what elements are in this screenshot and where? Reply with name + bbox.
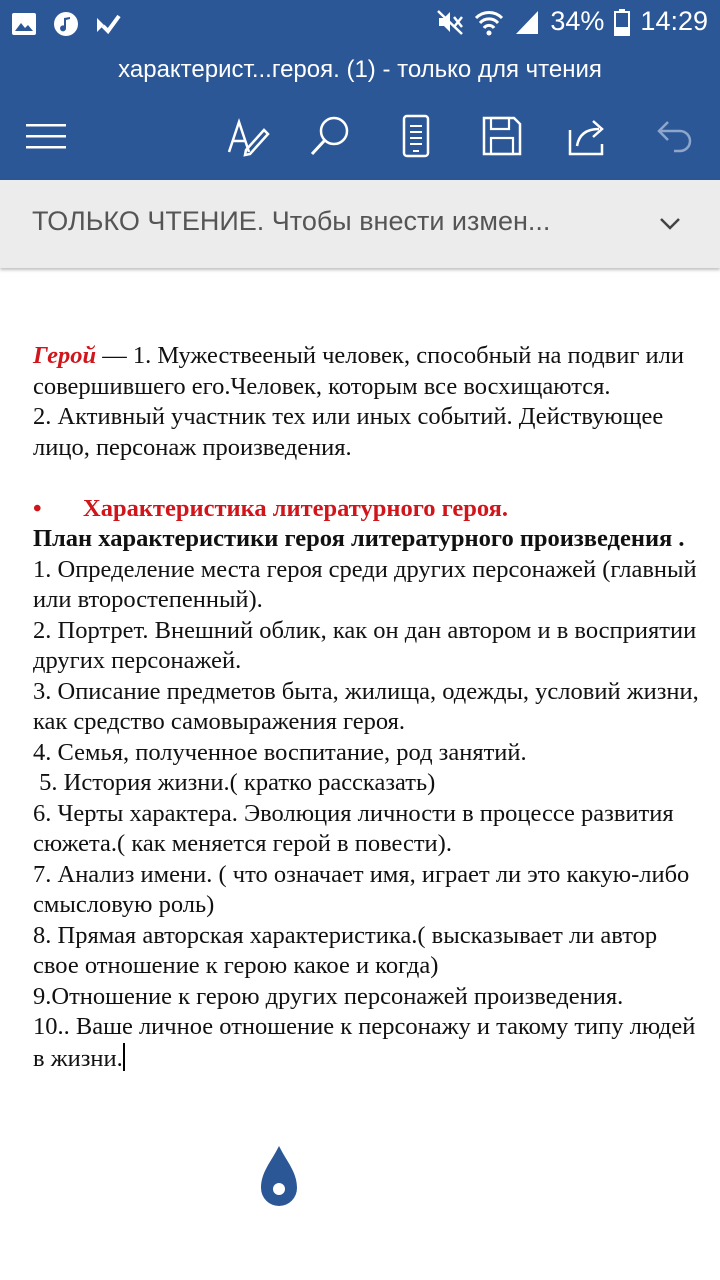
plan-item: 8. Прямая авторская характеристика.( высказывает ли автор свое отношение к герою какое и когда) [33, 921, 658, 979]
read-only-banner-text: ТОЛЬКО ЧТЕНИЕ. Чтобы внести измен... [32, 206, 551, 236]
share-icon [567, 116, 609, 156]
hero-definition-text: — 1. Мужествееный человек, способный на подвиг или совершившего его.Человек, которым все восхищаются. [33, 342, 684, 400]
plan-item: 7. Анализ имени. ( что означает имя, играет ли это какую-либо смысловую роль) [33, 860, 690, 918]
app-bar [0, 0, 720, 180]
plan-item: 3. Описание предметов быта, жилища, одежды, условий жизни, как средство самовыражения героя. [33, 677, 699, 735]
edit-button[interactable] [224, 112, 272, 160]
undo-icon [654, 116, 694, 156]
status-bar [0, 0, 720, 50]
save-icon [482, 116, 522, 156]
read-only-banner[interactable] [0, 180, 720, 268]
mute-icon [436, 8, 464, 36]
gallery-notification-icon [10, 10, 38, 38]
plan-item [33, 768, 705, 799]
menu-icon [24, 121, 68, 151]
share-button[interactable] [564, 112, 612, 160]
plan-item: 9.Отношение к герою других персонажей произведения. [33, 982, 624, 1010]
mobile-view-icon [401, 114, 431, 158]
plan-item: 2. Портрет. Внешний облик, как он дан автором и в восприятии других персонажей. [33, 616, 697, 674]
battery-percent: 34% [550, 6, 605, 36]
plan-item: 1. Определение места героя среди других персонажей (главный или второстепенный). [33, 555, 697, 613]
hero-term: Герой [33, 342, 97, 369]
text-cursor [123, 1043, 125, 1071]
plan-item: 6. Черты характера. Эволюция личности в процессе развития сюжета.( как меняется герой в повести). [33, 799, 674, 857]
task-check-icon [94, 10, 122, 38]
document-body[interactable] [33, 341, 705, 1074]
edit-icon [226, 114, 270, 158]
plan-item-text: 5. История жизни.( кратко рассказать) [33, 769, 436, 796]
cursor-handle-icon[interactable] [259, 1144, 299, 1208]
battery-icon [614, 8, 630, 36]
hero-definition-1 [33, 341, 705, 402]
search-icon [308, 114, 352, 158]
paragraph-gap [33, 463, 705, 494]
music-notification-icon [52, 10, 80, 38]
toolbar [0, 94, 720, 180]
hero-definition-2: 2. Активный участник тех или иных событий. Действующее лицо, персонаж произведения. [33, 403, 664, 461]
clock: 14:29 [640, 6, 708, 36]
wifi-icon [474, 8, 504, 36]
section-heading [33, 494, 705, 525]
plan-title: План характеристики героя литературного произведения . [33, 525, 685, 552]
save-button[interactable] [478, 112, 526, 160]
undo-button[interactable] [650, 112, 698, 160]
search-button[interactable] [306, 112, 354, 160]
menu-button[interactable] [22, 112, 70, 160]
mobile-view-button[interactable] [392, 112, 440, 160]
chevron-down-icon[interactable] [654, 208, 686, 240]
document-title: характерист...героя. (1) - только для чтения [118, 56, 602, 83]
heading-text: Характеристика литературного героя. [83, 494, 509, 522]
plan-item: 4. Семья, полученное воспитание, род занятий. [33, 738, 527, 766]
signal-icon [514, 8, 540, 36]
heading-bullet: • [33, 494, 42, 522]
plan-item-text: 10.. Ваше личное отношение к персонажу и такому типу людей в жизни. [33, 1013, 696, 1072]
plan-item-last [33, 1012, 705, 1074]
